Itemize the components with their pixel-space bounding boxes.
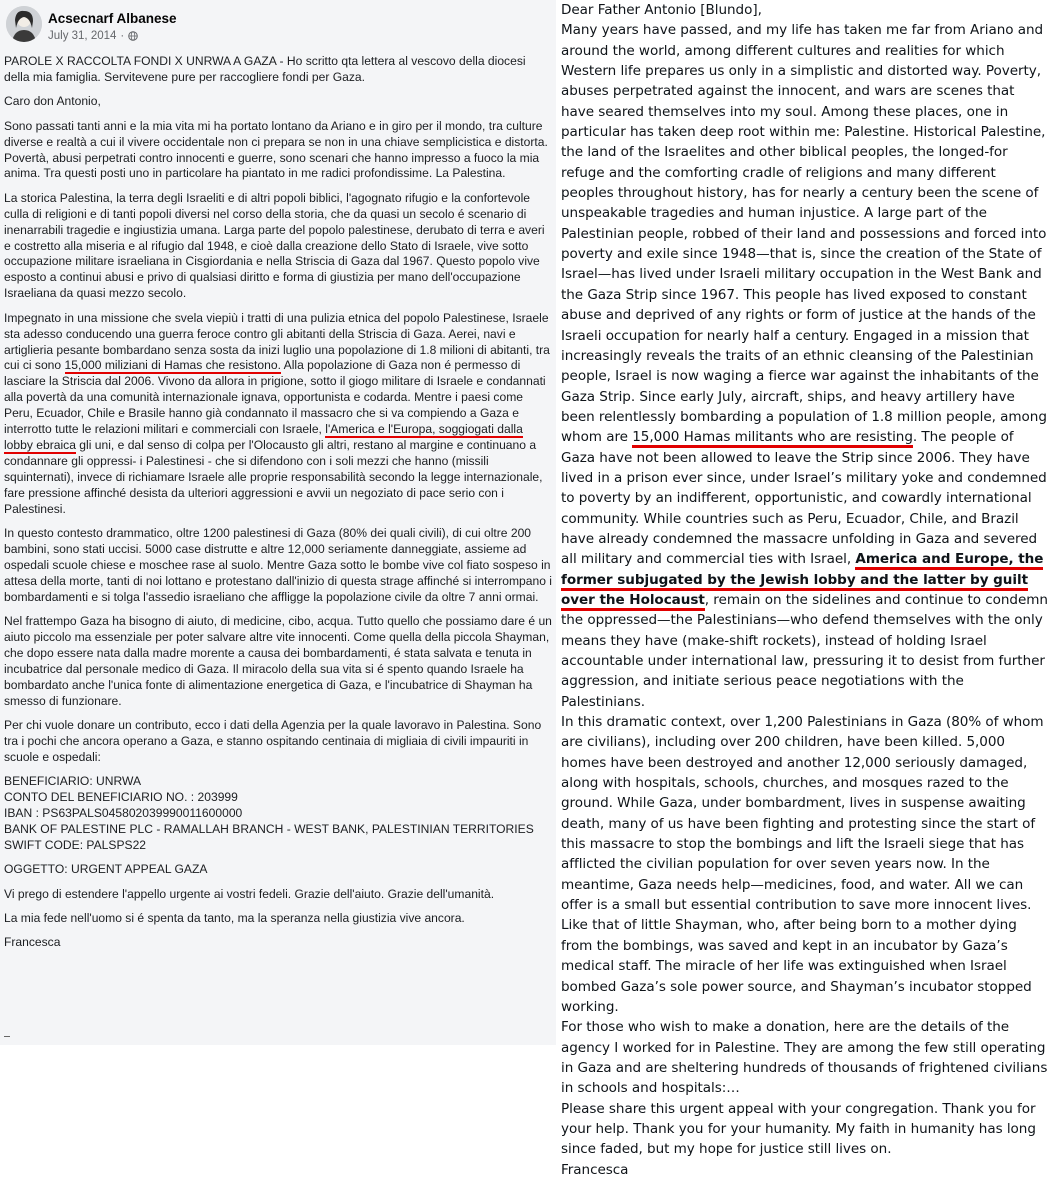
highlight-hamas-militants: 15,000 Hamas militants who are resisting [632,429,913,448]
post-paragraph: In questo contesto drammatico, oltre 1200 palestinesi di Gaza (80% dei quali civili), di cui oltre 200 bambini, sono stati uccisi. 5000 case distrutte e altre 12,000 seriamente danneggiate, assieme ad ospedali scuole chiese e moschee rase al suolo. Mentre Gaza sotto le bombe vive col fiato sospeso in attesa della morte, tanti di noi lottano e protestano dall'inizio di questa strage affinché si interrompano i bombardamenti e si tolga l'assedio israeliano che affligge la popolazione civile da oltre 7 anni ormai. [4,525,552,604]
account-line: CONTO DEL BENEFICIARIO NO. : 203999 [4,790,238,805]
post-paragraph: Nel frattempo Gaza ha bisogno di aiuto, di medicine, cibo, acqua. Tutto quello che possiamo dare é un aiuto piccolo ma essenziale per poter salvare altre vite innocenti. Come quella della piccola Shayman, che dopo essere nata dalla madre morente a causa dei bombardamenti, é stata salvata e tenuta in incubatrice dal personale medico di Gaza. Il miracolo della sua vita si é spento quando Israele ha bombardato anche l'unica fonte di alimentazione energetica di Gaza, e l'incubatrice di Shayman ha smesso di funzionare. [4,614,552,708]
post-date[interactable]: July 31, 2014 [48,30,117,42]
translation-signature: Francesca [561,1161,629,1178]
post-subject: OGGETTO: URGENT APPEAL GAZA [4,862,208,877]
globe-icon [128,31,138,41]
post-body [4,54,552,960]
post-paragraph: La storica Palestina, la terra degli Israeliti e di altri popoli biblici, l'agognato rifugio e la confortevole culla di religioni e di tanti popoli diversi nel corso della storia, che da quasi un secolo é scenario di inenarrabili tragedie e ingiustizia umana. Larga parte del popolo palestinese, derubato di terra e averi e costretto alla miseria e al rifugio dal 1948, e cioè dalla creazione dello Stato di Israele, vive sotto occupazione militare israeliana in Cisgiordania e nella Striscia di Gaza dal 1967. Questo popolo vive esposto a continui abusi e privo di qualsiasi diritto e forma di giustizia per mano dell'occupazione Israeliana da quasi mezzo secolo. [4,190,545,301]
text-segment: Impegnato in una missione che svela viepiù i tratti di una pulizia etnica del popolo Palestinese, Israele sta adesso conducendo una guerra feroce contro gli abitanti della Striscia di Gaza. Aerei, navi e artiglieria pesante bombardano senza sosta da inizi luglio una popolazione di 1.8 milioni di abitanti, tra cui ci sono [4,310,550,373]
post-paragraph: Sono passati tanti anni e la mia vita mi ha portato lontano da Ariano e in giro per il mondo, tra culture diverse e realtà a cui il vivere occidentale non ci prepara se non in una chiave semplicistica e distorta. Povertà, abusi perpetrati contro innocenti e guerre, sono scenari che hanno impresso a fuoco la mia anima. Tra questi posti uno in particolare ha piantato in me radici profondissime. La Palestina. [4,118,548,181]
post-meta [48,30,138,42]
facebook-post [0,0,556,1045]
text-segment: . The people of Gaza have not been allowed to leave the Strip since 2006. They have lived in a prison ever since, under Israel’s military yoke and condemned to poverty by an indifferent, opportunistic, and cowardly international community. While countries such as Peru, Ecuador, Chile, and Brazil have already condemned the massacre unfolding in Gaza and severed all military and commercial ties with Israel, [561,429,1047,568]
highlight-hamas-militants: 15,000 miliziani di Hamas che resistono. [64,358,281,373]
translation-paragraph [561,20,1048,712]
post-paragraph: Per chi vuole donare un contributo, ecco i dati della Agenzia per la quale lavoravo in Palestina. Sono tra i pochi che ancora operano a Gaza, e stanno ospitando centinaia di migliaia di civili impauriti in scuole e ospedali: [4,717,542,764]
post-signature: Francesca [4,935,61,950]
account-line: SWIFT CODE: PALSPS22 [4,837,147,852]
account-line: IBAN : PS63PALS045802039990011600000 [4,805,243,820]
bank-details [4,774,552,854]
translation-paragraph: For those who wish to make a donation, here are the details of the agency I worked for in Palestine. They are among the few still operating in Gaza and are sheltering hundreds of thousands of frightened civilians in schools and hospitals:… [561,1019,1048,1097]
translation-paragraph: In this dramatic context, over 1,200 Palestinians in Gaza (80% of whom are civilians), including over 200 children, have been killed. 5,000 homes have been destroyed and another 12,000 seriously damaged, along with hospitals, schools, churches, and mosques razed to the ground. While Gaza, under bombardment, lives in suspense awaiting death, many of us have been fighting and protesting since the start of this massacre to stop the bombings and lift the Israeli siege that has afflicted the civilian population for over seven years now. In the meantime, Gaza needs help—medicines, food, and water. All we can offer is a small but essential contribution to save more innocent lives. Like that of little Shayman, who, after being born to a mother dying from the bombings, was saved and kept in an incubator by Gaza’s medical staff. The miracle of her life was extinguished when Israel bombed Gaza’s sole power source, and Shayman’s incubator stopped working. [561,714,1044,1015]
highlight-jewish-lobby: America and Europe, the former subjugated by the Jewish lobby and the latter by guilt over the Holocaust [561,551,1043,611]
post-paragraph: La mia fede nell'uomo si é spenta da tanto, ma la speranza nella giustizia vive ancora. [4,911,465,925]
post-paragraph [4,311,552,518]
avatar[interactable] [6,6,42,42]
highlight-jewish-lobby: l'America e l'Europa, soggiogati dalla lobby ebraica [4,422,523,452]
text-segment: Many years have passed, and my life has taken me far from Ariano and around the world, among different cultures and realities for which Western life prepares us only in a simplistic and distorted way. Poverty, abuses perpetrated against the innocent, and wars are scenes that have seared themselves into my soul. Among these places, one in particular has taken deep root within me: Palestine. Historical Palestine, the land of the Israelites and other biblical peoples, the longed-for refuge and the comforting cradle of religions and many different peoples throughout history, has for nearly a century been the scene of unspeakable tragedies and human injustice. A large part of the Palestinian people, robbed of their land and possessions and forced into poverty and exile since 1948—that is, since the creation of the State of Israel—has lived under Israeli military occupation in the West Bank and the Gaza Strip since 1967. This people has lived exposed to constant abuse and deprived of any rights or form of justice at the hands of the Israeli occupation for nearly half a century. Engaged in a mission that increasingly reveals the traits of an ethnic cleansing of the Palestinian people, Israel is now waging a fierce war against the inhabitants of the Gaza Strip. Since early July, aircraft, ships, and heavy artillery have been relentlessly bombarding a population of 1.8 million people, among whom are [561,22,1047,446]
author-name[interactable]: Acsecnarf Albanese [48,11,177,26]
translation-paragraph: Please share this urgent appeal with your congregation. Thank you for your help. Thank you for your humanity. My faith in humanity has long since faded, but my hope for justice still lives on. [561,1100,1036,1158]
post-header [4,4,544,48]
account-line: BENEFICIARIO: UNRWA [4,774,142,789]
meta-separator: · [120,30,125,42]
text-segment: Alla popolazione di Gaza non é permesso di lasciare la Striscia dal 2006. Vivono da allora in prigione, sotto il giogo militare di Israele e condannati alla povertà da una comunità internazionale ignava, opportunista e codarda. Mentre i paesi come Peru, Ecuador, Chile e Brasile hanno già condannato il massacro che si va compiendo a Gaza e interrotto tutte le relazioni militari e commerciali con Israele, [4,358,546,437]
text-segment: gli uni, e dal senso di colpa per l'Olocausto gli altri, restano al margine e continuano a condannare gli oppressi- i Palestinesi - che si difendono con i soli mezzi che hanno (missili squinternati), invece di richiamare Israele alle proprie responsabilità secondo la legge internazionale, fare pressione affinché desista da ulteriori aggressioni e avvii un negoziato di pace serio con i Palestinesi. [4,437,543,516]
translation-text [561,0,1048,1200]
text-segment: , remain on the sidelines and continue to condemn the oppressed—the Palestinians—who defend themselves with the only means they have (make-shift rockets), instead of holding Israel accountable under international law, pressuring it to desist from further aggression, and initiate serious peace negotiations with the Palestinians. [561,591,1048,710]
account-line: BANK OF PALESTINE PLC - RAMALLAH BRANCH - WEST BANK, PALESTINIAN TERRITORIES [4,821,534,836]
post-salutation: Caro don Antonio, [4,94,101,109]
post-intro: PAROLE X RACCOLTA FONDI X UNRWA A GAZA - Ho scritto qta lettera al vescovo della diocesi della mia famiglia. Servitevene pure per raccogliere fondi per Gaza. [4,54,526,84]
translation-salutation: Dear Father Antonio [Blundo], [561,2,762,18]
divider [4,1036,10,1037]
post-paragraph: Vi prego di estendere l'appello urgente ai vostri fedeli. Grazie dell'aiuto. Grazie dell'umanità. [4,886,495,901]
